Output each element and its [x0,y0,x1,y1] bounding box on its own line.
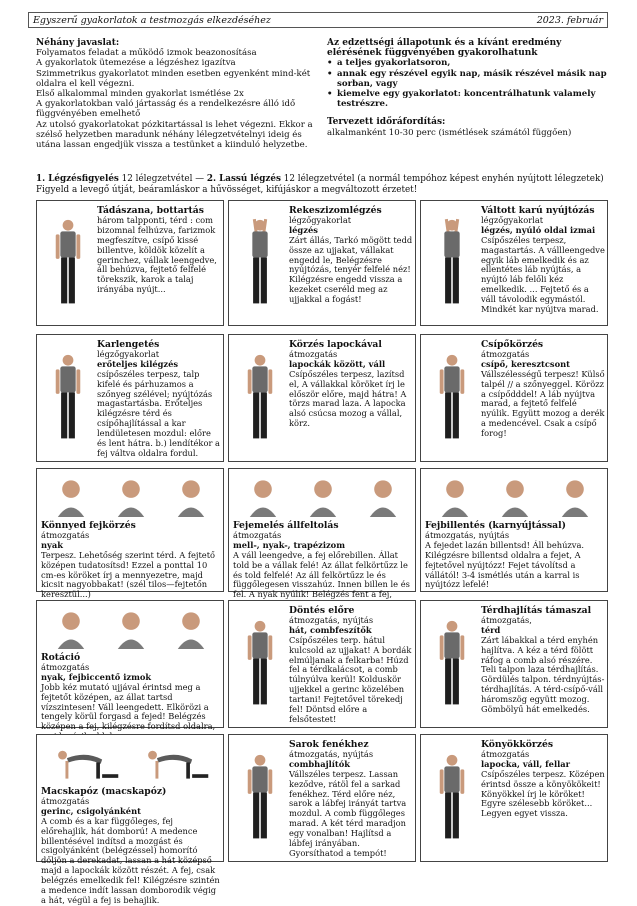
exercise-figure [429,607,475,719]
exercise-figure [237,741,283,853]
exercise-text [41,787,221,906]
exercise-type: átmozgatás, [481,614,532,625]
person-illustration-icon [237,207,283,317]
time-title: Tervezett időráfordítás: [327,117,446,128]
exercise-focus: nyak [41,539,63,550]
head-illustration-icon [169,473,213,517]
note-text-2: 12 lélegzetvétel (a normál tempóhoz képest enyhén nyújtott lélegzetek) Figyeld a levegő útját, beáramláskor a hűvösséget, kifújáskor a megváltozott érzetet! [36,174,604,195]
head-illustration-icon [49,605,93,649]
exercise-title: Döntés előre [289,605,355,616]
exercise-focus: térd [481,624,501,635]
exercise-description: három talpponti, térd : com bizomnal felhúzva, farizmok megfeszítve, csípő kissé billentve, köldök közelít a gerinchez, vállak leengedve, áll behúzva, fejtető felfelé törekszik, karok a talaj irányába nyújt... [97,214,217,295]
exercise-card [36,468,224,600]
note-text-1: 12 lélegzetvétel — [118,174,207,184]
intro-list [327,58,608,109]
exercise-figure [429,207,475,317]
exercise-focus: erőteljes kilégzés [97,358,179,369]
exercise-description: Csípőszéles terp. hátul kulcsold az ujjakat! A bordák elmúljanak a felkarba! Húzd fel a térdkalácsot, a comb túlnyúlva kerül! Kolduskör ujjekkel a gerinc közelében tartani! Fejtetővel törekedj fel! Döntsd előre a felsőtestet! [289,634,412,724]
exercise-type: átmozgatás [289,348,338,359]
exercise-card [36,600,224,732]
exercise-text [289,206,413,305]
exercise-title: Karlengetés [97,339,160,350]
breathing-note [36,174,608,195]
exercise-type: átmozgatás, nyújtás [289,748,374,759]
head-illustration-icon [109,605,153,649]
exercise-figure [41,739,221,783]
exercise-focus: lapocka, váll, fellar [481,758,570,769]
head-illustration-icon [553,473,597,517]
exercise-description: Jobb kéz mutató ujjával érintsd meg a fejtetőt középen, az állat tartsd vízszintesen! Váll leengedett. Elkörözi a tengely körül forgasd a fejed! Belégzés középen a fej, kilégzésre fordítsd oldalra, [41,681,216,732]
exercise-text [425,521,605,590]
exercise-description: Zárt lábakkal a térd enyhén hajlítva. A kéz a térd fölött ráfog a comb alsó részére. Teli talpon laza térdhajlítás. Gördülés talpon. térdnyújtás-térdhajlítás. A térd-csípő-váll háromszög együtt mozog. Gömbölyű hát emelkedés. [481,634,605,715]
exercise-text [289,740,413,859]
intro-line: Az utolsó gyakorlatokat pózkitartással is lehet végezni. Ekkor a szélső helyzetben maradunk néhány lélegzetvételnyi ideig és utána lassan engedjük vissza a testünket a kiinduló helyzetbe. [36,119,313,151]
intro-line: A gyakorlatok ütemezése a légzéshez igazítva [36,58,236,69]
head-illustration-icon [109,473,153,517]
exercise-type: átmozgatás [41,795,90,806]
head-illustration-icon [361,473,405,517]
person-illustration-icon [429,741,475,853]
exercise-focus: gerinc, csigolyánként [41,805,141,816]
exercise-type: légzőgyakorlat [481,214,544,225]
intro-section [36,38,608,168]
person-illustration-icon [429,607,475,719]
exercise-description: A comb és a kar függőleges, fej előrehajlik, hát domború! A medence billentésével indítsd a mozgást és csigolyánként (belégzéssel) homorító dőljön a derekadat, lassan a hát középső majd a lapockák között részét. A fej, csak belégzés emelkedik fel! Kilégzésre szintén a medence indít lassan domborodik végig a hát, végül a fej is behajlik. [41,815,220,905]
exercise-figure [233,473,413,517]
exercise-card [228,468,416,600]
exercise-card [228,334,416,462]
exercise-description: csípőszéles terpesz, talp kifelé és párhuzamos a szőnyeg szélével; nyújtózás magastartásba. Erőteljes kilégzésre térd és csípőhajlítással a kar lendületesen mozdul: előre és lent hátra. b.) lendítékor a fej váltva oldalra fordul. [97,368,221,458]
intro-line: Első alkalommal minden gyakorlat ismétlése 2x [36,89,244,100]
intro-line: Folyamatos feladat a működő izmok beazonosítása [36,48,257,59]
exercise-figure [45,341,91,453]
person-illustration-icon [429,207,475,317]
exercise-type: átmozgatás [233,529,282,540]
exercise-card [36,200,224,326]
exercise-figure [45,207,91,317]
exercise-card [228,734,416,862]
exercise-type: átmozgatás, nyújtás [289,614,374,625]
kneeling-figure-icon [136,739,216,783]
exercise-type: átmozgatás [41,661,90,672]
intro-right [327,38,608,168]
exercise-description: A fejedet lazán billentsd! Áll behúzva. Kilégzésre billentsd oldalra a fejet, A fejtetővel nyújtózz! Fejet távolítsd a vállától! 3-4 ismétlés után a karral is nyújtózz lefelé! [425,539,585,590]
exercise-figure [237,607,283,719]
exercise-type: légzőgyakorlat [289,214,352,225]
exercise-description: Terpesz. Lehetőség szerint térd. A fejtető középen tudatosítsd! Ezzel a ponttal 10 cm-es köröket írj a mennyezetre, majd kicsit nagyobbakat! (szél tilos—fejtetőn keresztül...) [41,549,216,600]
exercise-text [289,340,413,429]
head-illustration-icon [169,605,213,649]
exercise-type: átmozgatás [41,529,90,540]
intro-left [36,38,317,168]
exercise-text [41,653,221,742]
person-illustration-icon [45,207,91,317]
exercise-card [228,600,416,728]
person-illustration-icon [237,341,283,453]
exercise-text [481,340,605,439]
header-date: 2023. február [536,14,603,26]
exercise-focus: hát, combfeszítők [289,624,372,635]
exercise-focus: légzés [289,224,318,235]
exercise-title: Térdhajlítás támaszal [481,605,592,616]
exercise-card [420,734,608,862]
exercise-card [36,334,224,462]
exercise-text [289,606,413,725]
person-illustration-icon [237,607,283,719]
exercise-text [481,740,605,819]
exercise-figure [237,341,283,453]
exercise-focus: mell-, nyak-, trapézizom [233,539,345,550]
exercise-type: átmozgatás, nyújtás [425,529,510,540]
exercise-title: Fejbillentés (karnyújtással) [425,520,566,531]
exercise-focus: nyak, fejbiccentő izmok [41,671,152,682]
exercise-title: Csípőkörzés [481,339,544,350]
exercise-figure [41,605,221,649]
exercise-description: Csípőszéles terpesz. Középen érintsd össze a könyökökeit! Könyökkel írj le köröket! Egyre szélesebb köröket... Legyen egyet vissza. [481,768,605,819]
intro-list-item: • annak egy részével egyik nap, másik részével másik nap sorban, vagy [327,69,608,89]
head-illustration-icon [49,473,93,517]
exercise-card [420,600,608,728]
exercise-text [41,521,221,600]
exercise-description: Csípőszéles terpesz, lazítsd el, A vállakkal köröket írj le először előre, majd hátra! A törzs marad laza. A lapocka alsó csúcsa mozog a vállal, körz. [289,368,407,429]
head-illustration-icon [241,473,285,517]
exercise-description: Vállszélességű terpesz! Külső talpél // a szőnyeggel. Körözz a csípődddel! A láb nyújtva marad, a fejtető felfelé nyúlik. Együtt mozog a derék a medencével. Csak a csípő forog! [481,368,605,439]
exercise-description: Csípőszéles terpesz, magastartás. A vállleengedve egyik láb emelkedik és az ellentétes láb nyújtás, a nyújtó láb felőli kéz emelkedik. ... Fejtető és a váll távolodik egymástól. Mindkét kar nyújtva marad. [481,234,605,315]
exercise-title: Körzés lapockával [289,339,382,350]
exercise-card [420,334,608,462]
exercise-figure [41,473,221,517]
intro-line: A gyakorlatokban való jártasság és a rendelkezésre álló idő függvényében emelhető [36,99,296,120]
exercise-text [97,206,221,295]
exercise-title: Rekeszizomlégzés [289,205,382,216]
exercise-card [36,734,224,905]
intro-line: Szimmetrikus gyakorlatot minden esetben egyenként mind-két oldalra el kell végezni. [36,68,311,89]
exercise-focus: csípő, keresztcsont [481,358,571,369]
intro-list-item: • a teljes gyakorlatsoron, [327,58,608,68]
head-illustration-icon [433,473,477,517]
exercise-title: Könyökkörzés [481,739,553,750]
exercise-card [420,200,608,326]
exercise-figure [429,741,475,853]
note-label-1: 1. Légzésfigyelés [36,174,119,184]
exercise-description: Zárt állás, Tarkó mögött tedd össze az ujjakat, vállakat engedd le, Belégzésre nyújtózás, tenyér felfelé néz! Kilégzésre engedd vissza a kezeket cseréld meg az ujjakkal a fogást! [289,234,413,305]
exercise-figure [425,473,605,517]
header-title: Egyszerű gyakorlatok a testmozgás elkezdéséhez [33,14,271,26]
exercise-description: A váll leengedve, a fej előrebillen. Állat told be a vállak felé! Az állat felkörtűzz le és told felfelé! Az áll felkörtűzz le és függőlegesen visszahúz. Innen billen le és fel. A nyak nyúlik! Belégzés fent a fej, [233,549,410,600]
page-header [28,12,608,28]
intro-list-item: • kiemelve egy gyakorlatot: koncentrálhatunk valamely testrészre. [327,89,608,109]
exercise-title: Rotáció [41,652,81,663]
head-illustration-icon [493,473,537,517]
exercise-card [228,200,416,326]
exercise-title: Tádászana, bottartás [97,205,204,216]
person-illustration-icon [237,741,283,853]
person-illustration-icon [45,341,91,453]
exercise-type: légzőgyakorlat [97,348,160,359]
time-text: alkalmanként 10-30 perc (ismétlések számától függően) [327,127,572,138]
exercise-focus: lapockák között, váll [289,358,386,369]
intro-right-title: Az edzettségi állapotunk és a kívánt eredmény elérésének függvényében gyakorolhatunk [327,38,562,59]
exercise-title: Könnyed fejkörzés [41,520,136,531]
exercise-text [481,206,605,315]
exercise-text [481,606,605,715]
intro-left-title: Néhány javaslat: [36,38,120,48]
exercise-title: Váltott karú nyújtózás [481,205,595,216]
exercise-card [420,468,608,592]
exercise-type: átmozgatás [481,348,530,359]
exercise-focus: légzés, nyúló oldal izmai [481,224,596,235]
exercise-text [233,521,413,610]
exercise-text [97,340,221,459]
note-label-2: 2. Lassú légzés [206,174,281,184]
head-illustration-icon [301,473,345,517]
exercise-focus: combhajlítók [289,758,350,769]
exercise-title: Macskapóz (macskapóz) [41,786,167,797]
exercise-title: Fejemelés állfeltolás [233,520,339,531]
exercise-figure [429,341,475,453]
exercise-figure [237,207,283,317]
person-illustration-icon [429,341,475,453]
exercise-title: Sarok fenékhez [289,739,369,750]
kneeling-figure-icon [46,739,126,783]
exercise-type: átmozgatás [481,748,530,759]
exercise-description: Vállszéles terpesz. Lassan keződve, rátöl fel a sarkad fenékhez. Térd előre néz, sarok a lábfej irányát tartva mozdul. A comb függőleges marad. A két térd maradjon egy vonalban! Hajlítsd a lábfej irányában. Gyorsíthatod a tempót! [289,768,407,858]
